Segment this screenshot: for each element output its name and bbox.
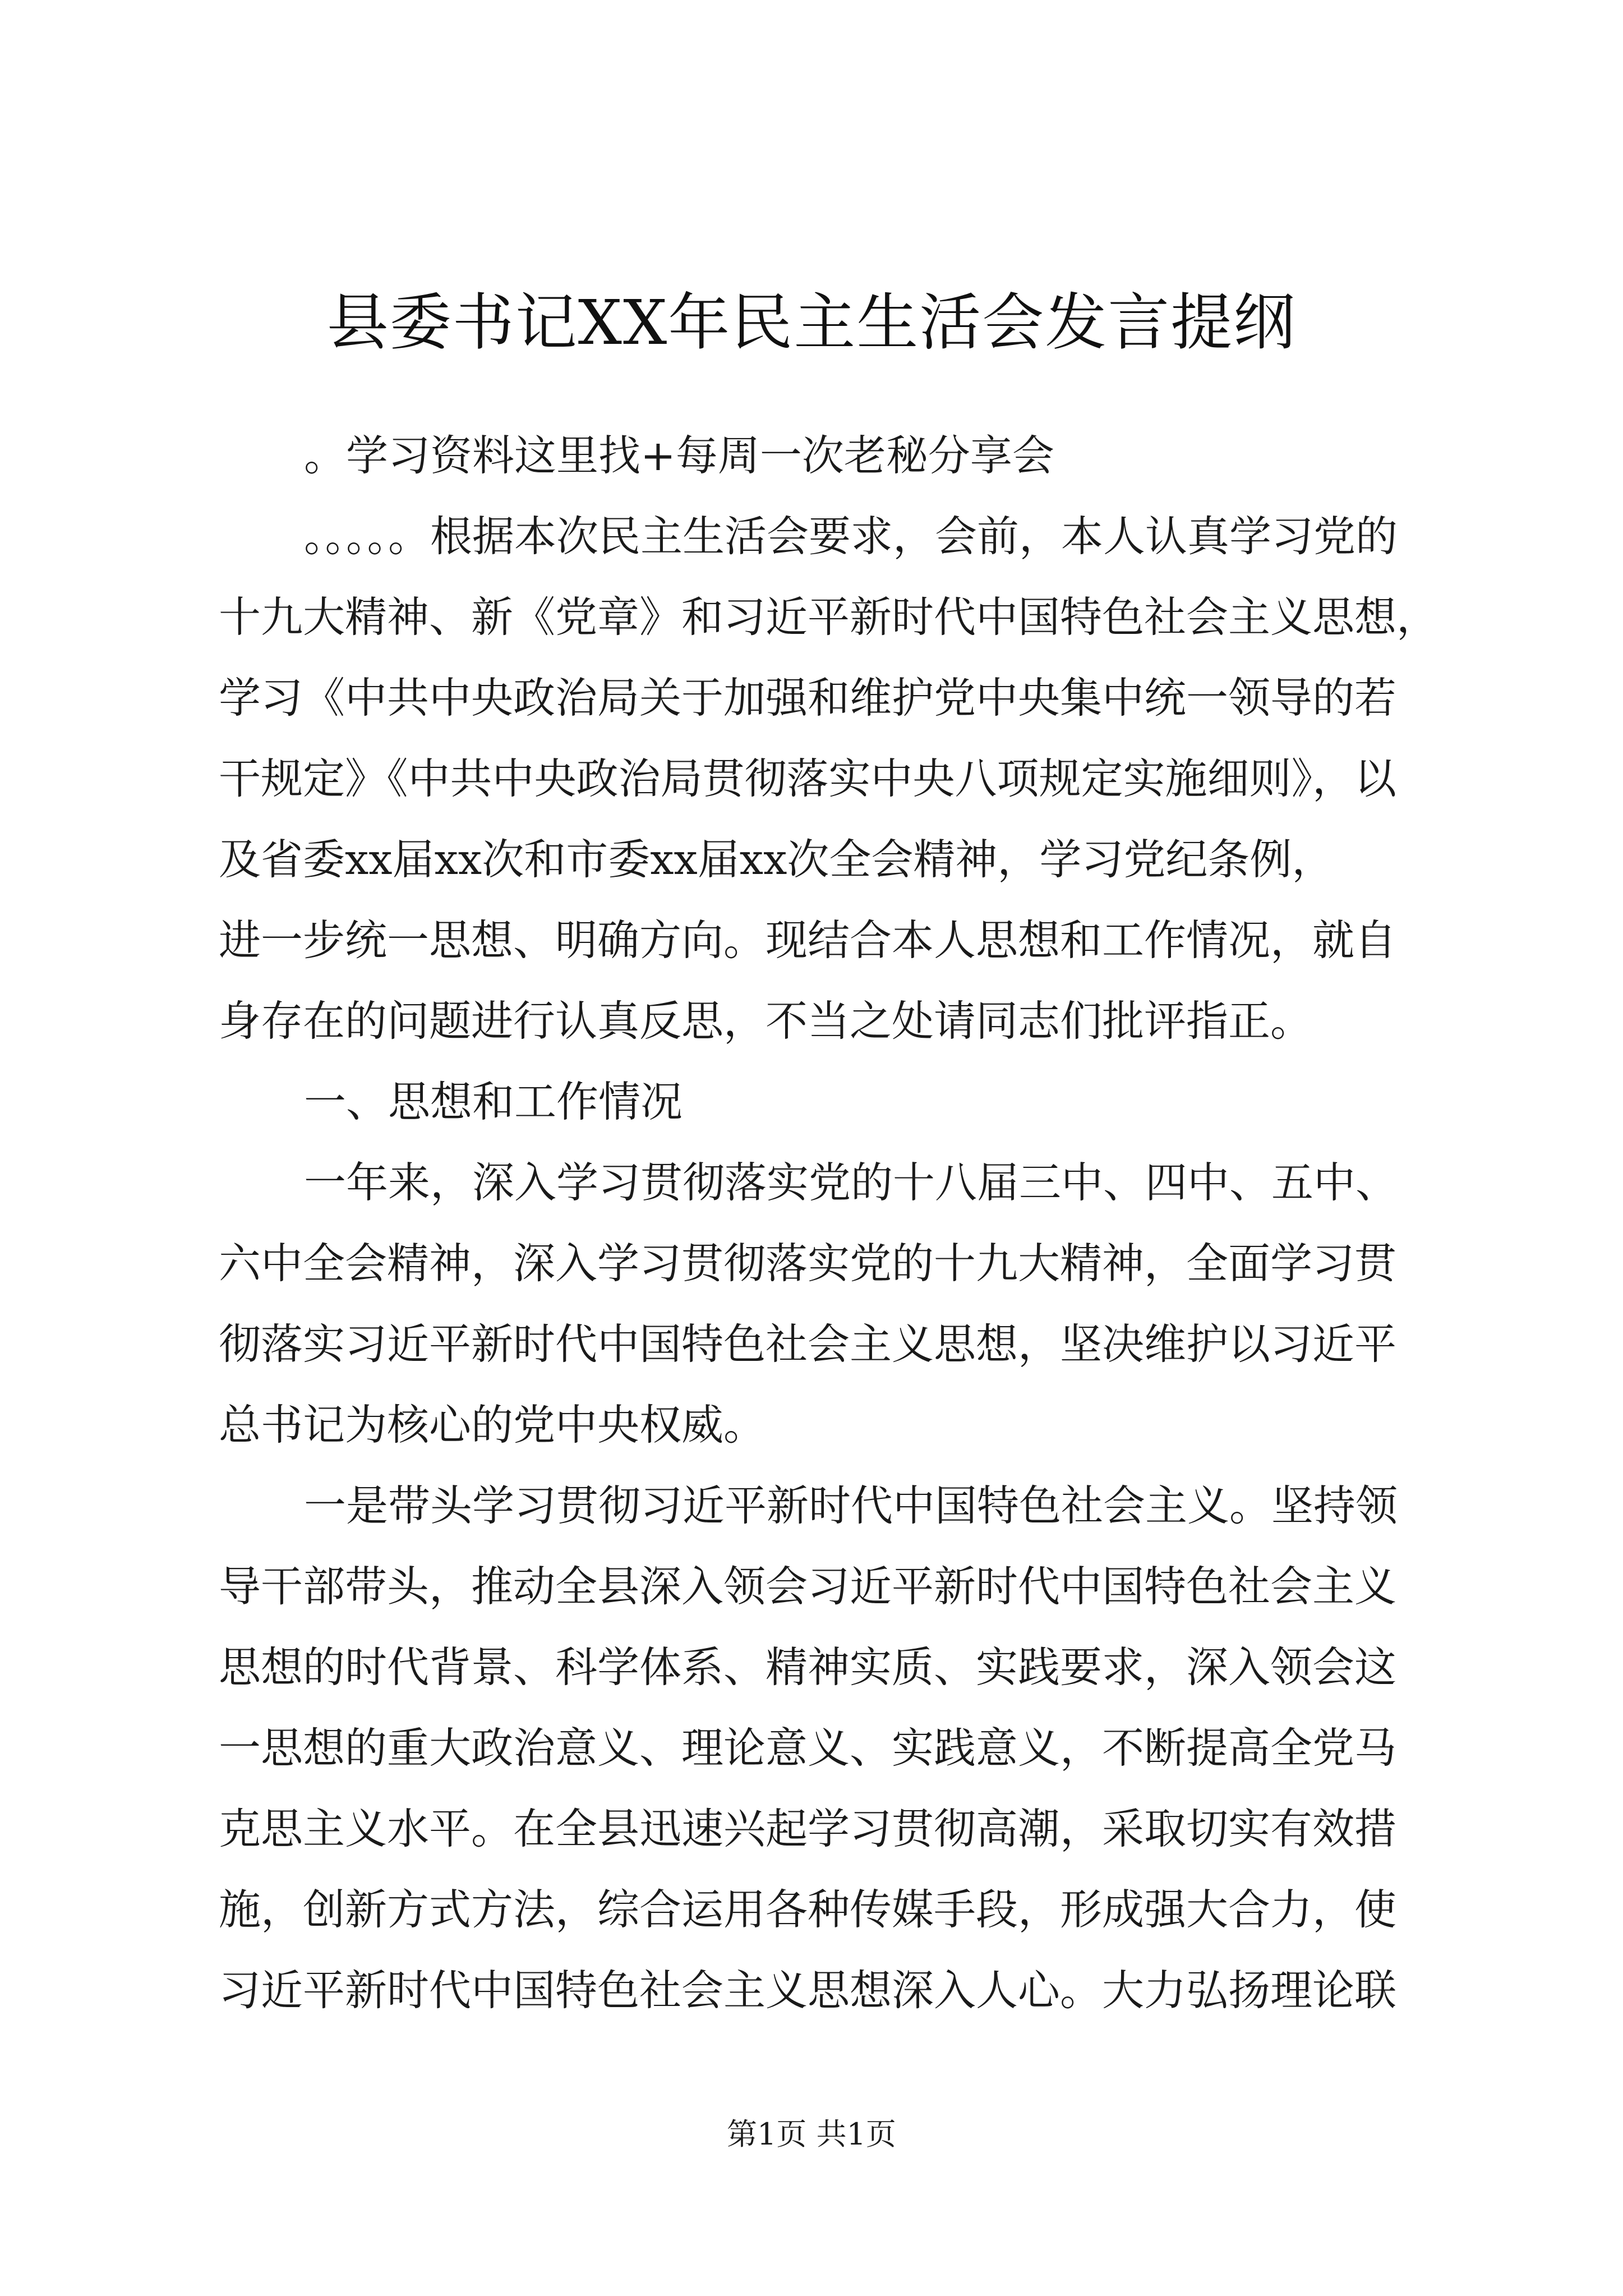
paragraph-line: 学习《中共中央政治局关于加强和维护党中央集中统一领导的若 [219,673,1397,723]
paragraph-line: 进一步统一思想、明确方向。现结合本人思想和工作情况，就自 [219,915,1397,965]
section-heading: 一、思想和工作情况 [304,1077,683,1126]
paragraph-line: 十九大精神、新《党章》和习近平新时代中国特色社会主义思想， [219,592,1439,642]
paragraph-line: 思想的时代背景、科学体系、精神实质、实践要求，深入领会这 [219,1642,1397,1692]
paragraph-line: 导干部带头，推动全县深入领会习近平新时代中国特色社会主义 [219,1562,1397,1611]
page-number-footer: 第1页 共1页 [727,2116,896,2152]
paragraph-line: 一思想的重大政治意义、理论意义、实践意义，不断提高全党马 [219,1723,1397,1773]
paragraph-line: 彻落实习近平新时代中国特色社会主义思想，坚决维护以习近平 [219,1319,1397,1369]
paragraph-line: 一是带头学习贯彻习近平新时代中国特色社会主义。坚持领 [304,1481,1398,1530]
paragraph-line: 一年来，深入学习贯彻落实党的十八届三中、四中、五中、 [304,1158,1398,1207]
paragraph-line: 身存在的问题进行认真反思，不当之处请同志们批评指正。 [219,996,1313,1046]
paragraph-line: 及省委xx届xx次和市委xx届xx次全会精神，学习党纪条例， [219,835,1334,884]
paragraph-line: 总书记为核心的党中央权威。 [219,1400,766,1450]
paragraph-line: 干规定》《中共中央政治局贯彻落实中央八项规定实施细则》，以 [219,754,1397,803]
paragraph-line: 习近平新时代中国特色社会主义思想深入人心。大力弘扬理论联 [219,1966,1397,2015]
paragraph-line: 六中全会精神，深入学习贯彻落实党的十九大精神，全面学习贯 [219,1239,1397,1288]
paragraph-line: 施，创新方式方法，综合运用各种传媒手段，形成强大合力，使 [219,1885,1397,1934]
paragraph-line: 。。。。。根据本次民主生活会要求，会前，本人认真学习党的 [304,512,1398,561]
paragraph-line: 克思主义水平。在全县迅速兴起学习贯彻高潮，采取切实有效措 [219,1804,1397,1853]
document-body [219,415,1447,2031]
intro-line: 。学习资料这里找+每周一次老秘分享会 [304,431,1054,480]
document-title: 县委书记XX年民主生活会发言提纲 [326,287,1297,358]
